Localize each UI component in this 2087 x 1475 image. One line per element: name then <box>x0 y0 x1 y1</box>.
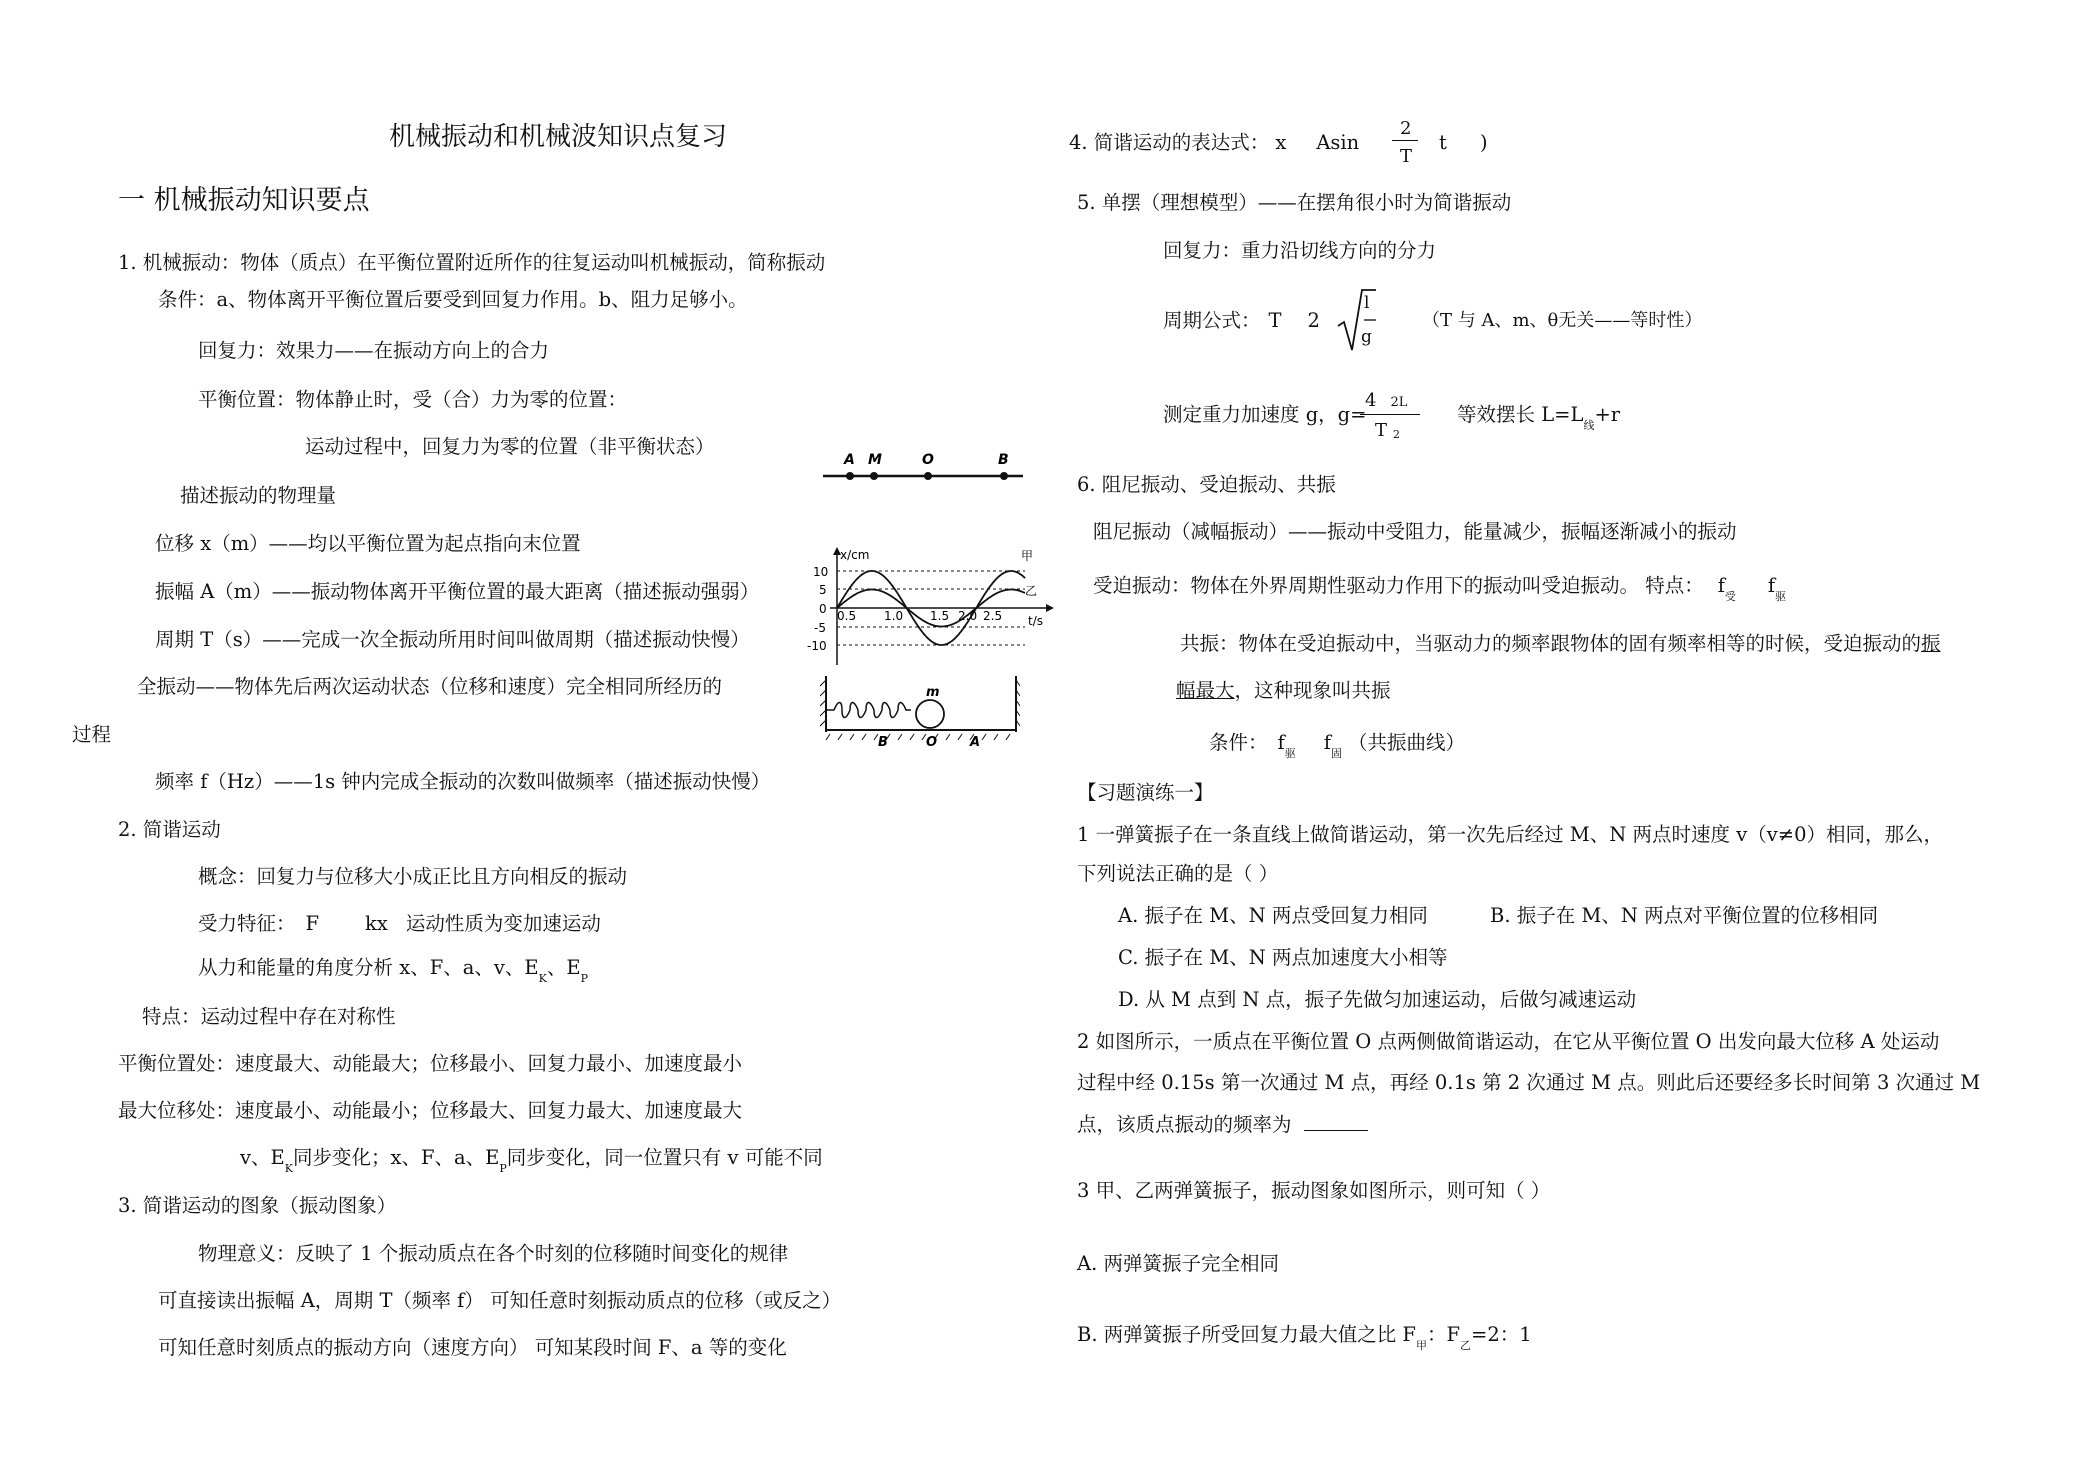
text-line: 频率 f（Hz）——1s 钟内完成全振动的次数叫做频率（描述振动快慢） <box>155 770 771 793</box>
text-line: 特点：运动过程中存在对称性 <box>142 1005 396 1028</box>
text-line <box>1163 308 1320 334</box>
formula-f: f <box>1277 731 1285 754</box>
text-line: 平衡位置处：速度最大、动能最大；位移最小、回复力最小、加速度最小 <box>118 1052 743 1075</box>
fraction-bar <box>1360 414 1420 415</box>
y-tick-label: 10 <box>813 565 829 579</box>
option-b: B. 振子在 M、N 两点对平衡位置的位移相同 <box>1490 904 1879 927</box>
text-line: 2 如图所示，一质点在平衡位置 O 点两侧做简谐运动，在它从平衡位置 O 出发向最大位移 A 处运动 <box>1077 1030 1940 1053</box>
text-span: =2：1 <box>1471 1323 1532 1346</box>
x-axis-label: t/s <box>1028 614 1043 628</box>
text-span: B. 两弹簧振子所受回复力最大值之比 F <box>1077 1323 1416 1346</box>
fraction-denominator: T <box>1400 146 1413 167</box>
text-span: 同步变化；x、F、a、E <box>292 1146 500 1169</box>
text-span: 受力特征： <box>198 912 296 935</box>
option-c: C. 振子在 M、N 两点加速度大小相等 <box>1118 946 1448 969</box>
fraction-numerator: 2 <box>1400 118 1412 139</box>
subscript: P <box>580 972 588 985</box>
subscript: 固 <box>1330 747 1342 760</box>
formula-2: 2 <box>1307 309 1320 332</box>
y-tick-label: 5 <box>819 583 827 597</box>
fraction-numerator: 4 2L <box>1365 390 1408 411</box>
text-line: 平衡位置：物体静止时，受（合）力为零的位置： <box>198 388 628 411</box>
subscript: 甲 <box>1415 1339 1427 1352</box>
x-tick-label: 2.0 <box>958 609 978 623</box>
text-line: 描述振动的物理量 <box>180 484 337 507</box>
formula-kx: kx <box>365 912 388 935</box>
text-line <box>1077 1110 1368 1138</box>
x-tick-label: 0.5 <box>837 609 857 623</box>
x-tick-label: 2.5 <box>983 609 1003 623</box>
text-line <box>198 955 588 984</box>
text-line: 最大位移处：速度最小、动能最小；位移最大、回复力最大、加速度最大 <box>118 1099 743 1122</box>
text-line: 1 一弹簧振子在一条直线上做简谐运动，第一次先后经过 M、N 两点时速度 v（v≠0）相同，那么， <box>1077 823 1944 846</box>
text-span: 条件： <box>1209 731 1268 754</box>
sqrt-denominator: g <box>1361 327 1372 347</box>
option-a: A. 振子在 M、N 两点受回复力相同 <box>1118 904 1428 927</box>
text-line: 振幅 A（m）——振动物体离开平衡位置的最大距离（描述振动强弱） <box>155 580 760 603</box>
fraction-bar <box>1392 140 1418 141</box>
text-span: 等效摆长 L=L <box>1457 403 1584 426</box>
underlined-text: 振 <box>1921 632 1941 655</box>
text-line: （T 与 A、m、θ无关——等时性） <box>1422 310 1703 331</box>
text-line: 可直接读出振幅 A，周期 T（频率 f） 可知任意时刻振动质点的位移（或反之） <box>158 1289 842 1312</box>
text-span: （共振曲线） <box>1347 731 1465 754</box>
text-line <box>1176 678 1391 704</box>
option-a: A. 两弹簧振子完全相同 <box>1077 1252 1279 1275</box>
x-axis-arrow <box>1046 604 1054 612</box>
sqrt-numerator: l <box>1364 293 1370 313</box>
underlined-text: 幅最大 <box>1176 679 1235 702</box>
subscript: K <box>284 1162 293 1175</box>
formula-F: F <box>305 912 320 935</box>
option-d: D. 从 M 点到 N 点，振子先做匀加速运动，后做匀减速运动 <box>1118 988 1637 1011</box>
mass-ball <box>916 700 944 728</box>
text-line: 回复力：效果力——在振动方向上的合力 <box>198 339 550 362</box>
text-line <box>1069 130 1359 156</box>
subscript: P <box>499 1162 507 1175</box>
formula-f: f <box>1323 731 1331 754</box>
fraction-denominator: T 2 <box>1375 420 1401 441</box>
text-line: 全振动——物体先后两次运动状态（位移和速度）完全相同所经历的 <box>137 675 723 698</box>
formula-paren: ) <box>1480 131 1488 154</box>
subscript: 线 <box>1583 419 1595 432</box>
text-line: 3. 简谐运动的图象（振动图象） <box>118 1194 397 1217</box>
text-span: +r <box>1594 403 1621 426</box>
text-line: 2. 简谐运动 <box>118 818 221 841</box>
subscript: 驱 <box>1284 747 1296 760</box>
label-O: O <box>926 735 938 747</box>
text-line: 下列说法正确的是（ ） <box>1077 862 1279 885</box>
text-line <box>1457 402 1620 431</box>
text-line: 3 甲、乙两弹簧振子，振动图象如图所示，则可知（ ） <box>1077 1179 1551 1202</box>
text-line: 周期 T（s）——完成一次全振动所用时间叫做周期（描述振动快慢） <box>155 628 750 651</box>
text-span: 共振：物体在受迫振动中，当驱动力的频率跟物体的固有频率相等的时候，受迫振动的 <box>1180 632 1922 655</box>
point-O <box>924 472 932 480</box>
option-b <box>1077 1322 1532 1351</box>
text-span: 点，该质点振动的频率为 <box>1077 1113 1292 1136</box>
text-span: 、E <box>546 956 581 979</box>
text-span: 周期公式： <box>1163 309 1261 332</box>
text-span: 运动性质为变加速运动 <box>405 912 601 935</box>
formula-asin: Asin <box>1316 131 1360 154</box>
subscript: 乙 <box>1460 1339 1471 1352</box>
x-tick-label: 1.5 <box>930 609 950 623</box>
page-title: 机械振动和机械波知识点复习 <box>389 122 728 152</box>
text-line: 过程中经 0.15s 第一次通过 M 点，再经 0.1s 第 2 次通过 M 点。则此后还要经多长时间第 3 次通过 M <box>1077 1071 1981 1094</box>
text-line: 可知任意时刻质点的振动方向（速度方向） 可知某段时间 F、a 等的变化 <box>158 1336 787 1359</box>
formula-f: f <box>1717 574 1725 597</box>
text-line: 运动过程中，回复力为零的位置（非平衡状态） <box>305 435 715 458</box>
label-M: M <box>868 452 882 468</box>
y-tick-label: 0 <box>819 602 827 616</box>
text-line: 测定重力加速度 g，g= <box>1163 403 1367 426</box>
label-B: B <box>998 452 1009 468</box>
answer-blank <box>1304 1110 1368 1131</box>
section-heading: 一 机械振动知识要点 <box>118 185 370 216</box>
text-line: 回复力：重力沿切线方向的分力 <box>1163 239 1437 262</box>
label-A: A <box>970 735 981 747</box>
subscript: 驱 <box>1775 590 1787 603</box>
x-tick-label: 1.0 <box>884 609 904 623</box>
text-line: 条件：a、物体离开平衡位置后要受到回复力作用。b、阻力足够小。 <box>158 288 748 311</box>
y-tick-label: -5 <box>814 621 826 635</box>
text-line: 阻尼振动（减幅振动）——振动中受阻力，能量减少，振幅逐渐减小的振动 <box>1093 520 1737 543</box>
text-line <box>240 1145 823 1174</box>
label-A: A <box>844 452 855 468</box>
point-M <box>870 472 878 480</box>
text-span: 同步变化，同一位置只有 v 可能不同 <box>506 1146 823 1169</box>
text-line: 5. 单摆（理想模型）——在摆角很小时为简谐振动 <box>1077 191 1512 214</box>
formula-x: x <box>1275 131 1287 154</box>
points-line-figure <box>818 448 1028 488</box>
text-line: 过程 <box>72 723 112 746</box>
text-span: ，这种现象叫共振 <box>1234 679 1391 702</box>
text-line <box>1093 573 1786 602</box>
text-line: 6. 阻尼振动、受迫振动、共振 <box>1077 473 1336 496</box>
text-span: v、E <box>240 1146 285 1169</box>
text-line <box>198 911 601 937</box>
label-O: O <box>922 452 934 468</box>
vibration-graph <box>800 545 1060 670</box>
legend-jia: 甲 <box>1021 549 1034 563</box>
mass-label: m <box>926 685 940 700</box>
y-tick-label: -10 <box>807 639 827 653</box>
point-B <box>1000 472 1008 480</box>
text-line: 1. 机械振动：物体（质点）在平衡位置附近所作的往复运动叫机械振动，简称振动 <box>118 251 826 274</box>
text-span: 从力和能量的角度分析 x、F、a、v、E <box>198 956 539 979</box>
formula-T: T <box>1268 309 1282 332</box>
text-line <box>1180 631 1941 657</box>
label-B: B <box>878 735 888 747</box>
text-span: 受迫振动：物体在外界周期性驱动力作用下的振动叫受迫振动。 特点： <box>1093 574 1704 597</box>
subscript: K <box>538 972 547 985</box>
formula-t: t <box>1439 131 1447 154</box>
exercise-heading: 【习题演练一】 <box>1077 781 1214 804</box>
y-axis-label: x/cm <box>840 548 870 562</box>
text-line <box>1209 730 1465 759</box>
text-line: 概念：回复力与位移大小成正比且方向相反的振动 <box>198 865 628 888</box>
text-line: 物理意义：反映了 1 个振动质点在各个时刻的位移随时间变化的规律 <box>198 1242 789 1265</box>
formula-f: f <box>1767 574 1776 597</box>
text-span: ：F <box>1426 1323 1460 1346</box>
text-line: 位移 x（m）——均以平衡位置为起点指向末位置 <box>155 532 581 555</box>
spring-oscillator-figure <box>820 672 1020 747</box>
legend-yi: 乙 <box>1025 584 1038 598</box>
text-span: 4. 简谐运动的表达式： <box>1069 131 1270 154</box>
spring-icon <box>826 703 911 718</box>
point-A <box>846 472 854 480</box>
subscript: 受 <box>1724 590 1736 603</box>
floor-hatch <box>826 734 1010 740</box>
